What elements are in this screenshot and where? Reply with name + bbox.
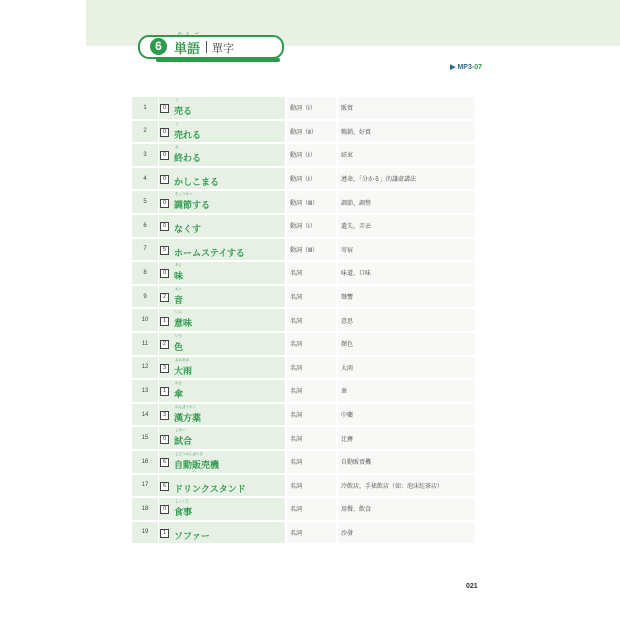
word-cell: [158, 522, 285, 544]
furigana: しょくじ: [175, 499, 189, 504]
vocab-word: 売る: [174, 107, 193, 117]
accent-box: 0: [160, 505, 169, 514]
furigana: う: [175, 121, 179, 126]
accent-box: 3: [160, 411, 169, 420]
vocab-word: 試合: [174, 437, 193, 448]
meaning: 遺失，弄丟: [336, 215, 475, 237]
meaning: 結束: [336, 144, 475, 166]
meaning: 沙發: [336, 522, 475, 544]
vocab-word: かしこまる: [174, 177, 220, 188]
meaning: 暢銷，好賣: [336, 121, 475, 143]
vocab-word: 売れる: [174, 130, 202, 141]
vocab-row: [132, 121, 475, 143]
part-of-speech: 名詞: [285, 380, 336, 402]
row-number: 17: [132, 475, 158, 497]
part-of-speech: 動詞（Ⅲ）: [285, 191, 336, 213]
vocab-word: 調節する: [174, 201, 211, 212]
furigana: いみ: [175, 310, 182, 315]
vocab-row: [132, 333, 475, 355]
meaning: 意思: [336, 309, 475, 331]
vocabulary-table-body: [132, 97, 475, 543]
vocab-row: [132, 286, 475, 308]
meaning: 遵命，「分かる」的謙虛講法: [336, 168, 475, 190]
row-number: 13: [132, 380, 158, 402]
furigana: じどうはんばいき: [175, 451, 203, 456]
row-number: 18: [132, 498, 158, 520]
row-number: 11: [132, 333, 158, 355]
row-number: 1: [132, 97, 158, 119]
part-of-speech: 名詞: [285, 498, 336, 520]
furigana: う: [175, 98, 179, 102]
accent-box: 0: [160, 199, 169, 208]
meaning: 大雨: [336, 357, 475, 379]
row-number: 15: [132, 427, 158, 449]
furigana: しあい: [175, 428, 186, 433]
meaning: 自動販賣機: [336, 451, 475, 473]
vocab-row: [132, 262, 475, 284]
page-number: 021: [466, 583, 478, 590]
word-cell: [158, 309, 285, 331]
vocab-row: [132, 168, 475, 190]
title-underline: [156, 58, 280, 62]
meaning: 販賣: [336, 97, 475, 119]
furigana: あじ: [175, 263, 182, 268]
word-cell: [158, 427, 285, 449]
part-of-speech: 動詞（Ⅰ）: [285, 97, 336, 119]
furigana: おと: [175, 286, 182, 291]
part-of-speech: 名詞: [285, 451, 336, 473]
accent-box: 6: [160, 482, 169, 491]
row-number: 3: [132, 144, 158, 166]
part-of-speech: 動詞（Ⅲ）: [285, 239, 336, 261]
part-of-speech: 名詞: [285, 475, 336, 497]
section-title: 単語: [174, 42, 201, 57]
vocabulary-table: [132, 95, 475, 545]
furigana: おおあめ: [175, 357, 189, 362]
vocab-row: [132, 239, 475, 261]
part-of-speech: 名詞: [285, 262, 336, 284]
vocab-row: [132, 191, 475, 213]
word-cell: [158, 121, 285, 143]
vocab-word: 意味: [174, 319, 193, 330]
word-cell: [158, 168, 285, 190]
part-of-speech: 名詞: [285, 522, 336, 544]
accent-box: 1: [160, 529, 169, 538]
vocab-row: [132, 404, 475, 426]
vocab-word: 食事: [174, 508, 193, 519]
vocab-row: [132, 215, 475, 237]
accent-box: 0: [160, 104, 169, 113]
accent-box: 2: [160, 340, 169, 349]
part-of-speech: 名詞: [285, 427, 336, 449]
vocab-row: [132, 380, 475, 402]
vocab-word: ドリンクスタンド: [174, 484, 246, 495]
word-cell: [158, 191, 285, 213]
word-cell: [158, 380, 285, 402]
part-of-speech: 動詞（Ⅱ）: [285, 121, 336, 143]
word-cell: [158, 215, 285, 237]
meaning: 味道，口味: [336, 262, 475, 284]
accent-box: 0: [160, 151, 169, 160]
accent-box: 2: [160, 293, 169, 302]
row-number: 5: [132, 191, 158, 213]
title-ruby: たんご: [177, 32, 202, 39]
word-cell: [158, 144, 285, 166]
furigana: お: [175, 145, 179, 150]
part-of-speech: 動詞（Ⅰ）: [285, 215, 336, 237]
part-of-speech: 名詞: [285, 404, 336, 426]
meaning: 比賽: [336, 427, 475, 449]
vocab-row: [132, 97, 475, 119]
word-cell: [158, 475, 285, 497]
part-of-speech: 動詞（Ⅰ）: [285, 168, 336, 190]
part-of-speech: 名詞: [285, 333, 336, 355]
accent-box: 3: [160, 364, 169, 373]
audio-track-number: 07: [474, 64, 482, 71]
word-cell: [158, 451, 285, 473]
word-cell: [158, 404, 285, 426]
row-number: 12: [132, 357, 158, 379]
meaning: 中藥: [336, 404, 475, 426]
row-number: 10: [132, 309, 158, 331]
vocab-word: 傘: [174, 390, 184, 401]
vocab-word: 自動販売機: [174, 460, 220, 471]
meaning: 冷飲店，手搖飲店（如：泡沫紅茶店）: [336, 475, 475, 497]
lesson-number-badge: 6: [150, 38, 167, 55]
part-of-speech: 名詞: [285, 286, 336, 308]
furigana: ちょうせつ: [175, 192, 193, 197]
meaning: 聲響: [336, 286, 475, 308]
row-number: 8: [132, 262, 158, 284]
part-of-speech: 名詞: [285, 357, 336, 379]
audio-track-label[interactable]: [450, 63, 482, 71]
accent-box: 0: [160, 435, 169, 444]
row-number: 14: [132, 404, 158, 426]
accent-box: 0: [160, 128, 169, 137]
furigana: かんぽうやく: [175, 404, 196, 409]
vocab-row: [132, 498, 475, 520]
vocab-word: 音: [174, 295, 184, 306]
accent-box: 1: [160, 387, 169, 396]
row-number: 4: [132, 168, 158, 190]
vocab-row: [132, 451, 475, 473]
row-number: 2: [132, 121, 158, 143]
vocab-row: [132, 475, 475, 497]
meaning: 用餐，飲食: [336, 498, 475, 520]
vocab-row: [132, 309, 475, 331]
accent-box: 0: [160, 175, 169, 184]
word-cell: [158, 333, 285, 355]
accent-box: 0: [160, 269, 169, 278]
row-number: 9: [132, 286, 158, 308]
furigana: いろ: [175, 333, 182, 338]
audio-label: MP3-: [457, 64, 475, 71]
meaning: 顏色: [336, 333, 475, 355]
vocab-word: ホームステイする: [174, 248, 245, 259]
part-of-speech: 名詞: [285, 309, 336, 331]
vocab-row: [132, 522, 475, 544]
accent-box: 6: [160, 458, 169, 467]
row-number: 19: [132, 522, 158, 544]
word-cell: [158, 286, 285, 308]
section-subtitle: 單字: [212, 42, 234, 55]
meaning: 寄宿: [336, 239, 475, 261]
vocab-word: ソファー: [174, 531, 210, 542]
word-cell: [158, 357, 285, 379]
word-cell: [158, 498, 285, 520]
row-number: 16: [132, 451, 158, 473]
play-icon: ▶: [450, 64, 456, 71]
vocab-row: [132, 144, 475, 166]
vocab-word: なくす: [174, 224, 202, 235]
vocab-word: 色: [174, 342, 184, 353]
row-number: 6: [132, 215, 158, 237]
meaning: 調節，調整: [336, 191, 475, 213]
word-cell: [158, 239, 285, 261]
furigana: かさ: [175, 381, 182, 386]
vocab-row: [132, 357, 475, 379]
row-number: 7: [132, 239, 158, 261]
word-cell: [158, 262, 285, 284]
meaning: 傘: [336, 380, 475, 402]
vocab-row: [132, 427, 475, 449]
accent-box: 0: [160, 222, 169, 231]
vocab-word: 味: [174, 272, 184, 283]
vocab-word: 終わる: [174, 154, 202, 165]
vocab-word: 大雨: [174, 366, 193, 377]
part-of-speech: 動詞（Ⅰ）: [285, 144, 336, 166]
word-cell: [158, 97, 285, 119]
title-divider: [206, 41, 207, 53]
vocab-word: 漢方薬: [174, 413, 202, 424]
accent-box: 5: [160, 246, 169, 255]
accent-box: 1: [160, 317, 169, 326]
